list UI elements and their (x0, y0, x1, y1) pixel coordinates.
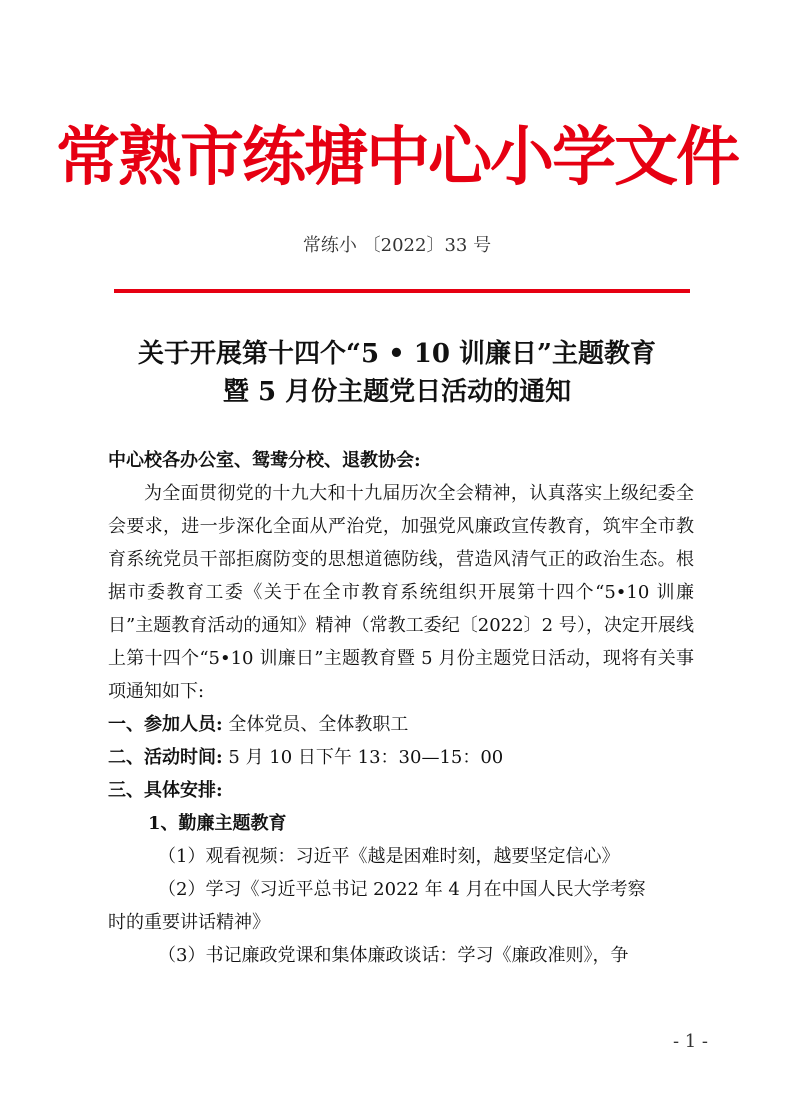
list-item: （2）学习《习近平总书记 2022 年 4 月在中国人民大学考察 (158, 879, 646, 900)
document-number: 常练小 〔2022〕33 号 (302, 235, 492, 256)
document-body (108, 444, 694, 972)
section-participants-label: 一、参加人员: (108, 714, 223, 735)
notice-title-line1: 关于开展第十四个“5 • 10 训廉日”主题教育 (138, 339, 656, 369)
org-masthead-title: 常熟市练塘中心小学文件 (56, 121, 738, 195)
red-divider-line (114, 289, 690, 293)
section-arrangement-label: 三、具体安排: (108, 780, 223, 801)
intro-paragraph: 为全面贯彻党的十九大和十九届历次全会精神，认真落实上级纪委全会要求，进一步深化全面从严治党，加强党风廉政宣传教育，筑牢全市教育系统党员干部拒腐防变的思想道德防线，营造风清气正的政治生态。根据市委教育工委《关于在全市教育系统组织开展第十四个“5•10 训廉日”主题教育活动的通知》精神（常教工委纪〔2022〕2 号），决定开展线上第十四个“5•10 训廉日”主题教育暨 5 月份主题党日活动，现将有关事项通知如下: (108, 483, 694, 702)
list-item-continuation: 时的重要讲话精神》 (108, 912, 270, 933)
notice-title (0, 335, 794, 411)
section-time-value: 5 月 10 日下午 13：30—15：00 (228, 747, 504, 768)
section-time (108, 741, 694, 774)
list-item: （3）书记廉政党课和集体廉政谈话：学习《廉政准则》，争 (158, 945, 629, 966)
addressee: 中心校各办公室、鸳鸯分校、退教协会: (108, 450, 421, 471)
page-number: - 1 - (672, 1031, 708, 1052)
subsection-integrity-education: 1、勤廉主题教育 (148, 813, 287, 834)
section-participants-value: 全体党员、全体教职工 (228, 714, 409, 735)
section-time-label: 二、活动时间: (108, 747, 223, 768)
notice-title-line2: 暨 5 月份主题党日活动的通知 (222, 377, 572, 407)
list-item: （1）观看视频：习近平《越是困难时刻，越要坚定信心》 (158, 846, 620, 867)
section-participants (108, 708, 694, 741)
